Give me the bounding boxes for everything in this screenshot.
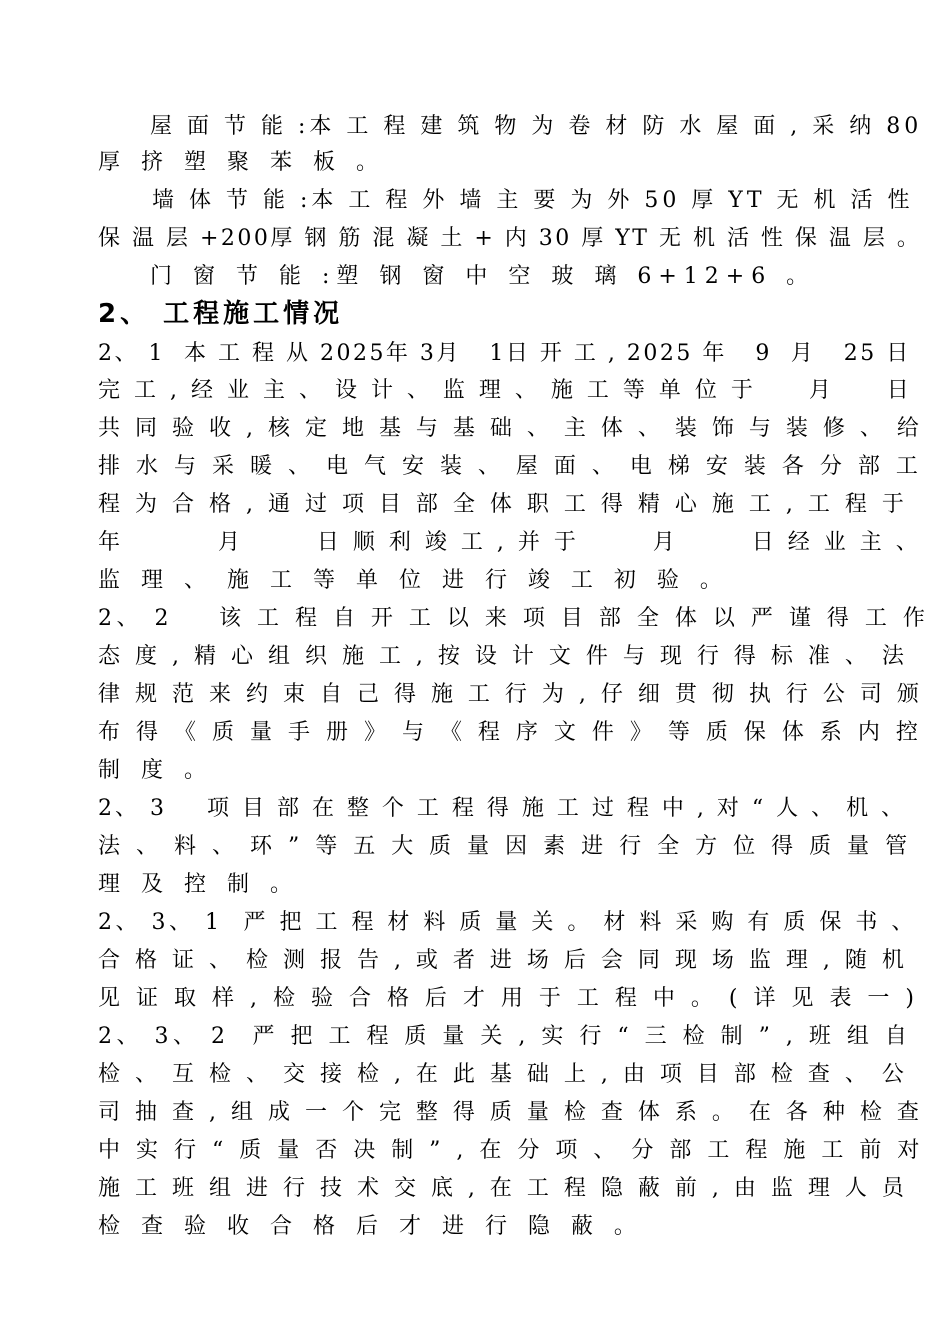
paragraph-line: 理 及 控 制 。	[98, 872, 299, 897]
wall-energy-line-1: 墙 体 节 能 :本 工 程 外 墙 主 要 为 外 50 厚 YT 无 机 活 性	[152, 188, 914, 213]
paragraph-line: 程 为 合 格 , 通 过 项 目 部 全 体 职 工 得 精 心 施 工 , 工 程 于	[98, 492, 908, 517]
section-heading: 2、 工程施工情况	[98, 299, 344, 329]
paragraph-line: 检 、 互 检 、 交 接 检 , 在 此 基 础 上 , 由 项 目 部 检 查 、 公	[98, 1062, 908, 1087]
paragraph-line: 合 格 证 、 检 测 报 告 , 或 者 进 场 后 会 同 现 场 监 理 , 随 机	[98, 948, 908, 973]
paragraph-line: 完 工 , 经 业 主 、 设 计 、 监 理 、 施 工 等 单 位 于 月 日	[98, 378, 913, 403]
paragraph-line: 2、 2 该 工 程 自 开 工 以 来 项 目 部 全 体 以 严 谨 得 工 作	[98, 606, 930, 631]
paragraph-line: 制 度 。	[98, 758, 213, 783]
paragraph-line: 年 月 日 顺 利 竣 工 , 并 于 月 日 经 业 主 、	[98, 530, 922, 555]
paragraph-line: 法 、 料 、 环 ” 等 五 大 质 量 因 素 进 行 全 方 位 得 质 量 管	[98, 834, 912, 859]
wall-energy-line-2: 保 温 层 +200厚 钢 筋 混 凝 土 + 内 30 厚 YT 无 机 活 性 保 温 层 。	[98, 226, 922, 251]
roof-energy-line-1: 屋 面 节 能 :本 工 程 建 筑 物 为 卷 材 防 水 屋 面 , 采 纳 80	[150, 114, 923, 139]
paragraph-line: 2、 3 项 目 部 在 整 个 工 程 得 施 工 过 程 中 , 对 “ 人 、 机 、	[98, 796, 907, 821]
paragraph-line: 司 抽 查 , 组 成 一 个 完 整 得 质 量 检 查 体 系 。 在 各 种 检 查	[98, 1100, 923, 1125]
paragraph-line: 态 度 , 精 心 组 织 施 工 , 按 设 计 文 件 与 现 行 得 标 准 、 法	[98, 644, 908, 669]
paragraph-line: 2、 1 本 工 程 从 2025年 3月 1日 开 工 , 2025 年 9 月 25 日	[98, 341, 911, 366]
paragraph-line: 施 工 班 组 进 行 技 术 交 底 , 在 工 程 隐 蔽 前 , 由 监 理 人 员	[98, 1176, 908, 1201]
paragraph-line: 中 实 行 “ 质 量 否 决 制 ” , 在 分 项 、 分 部 工 程 施 工 前 对	[98, 1138, 924, 1163]
paragraph-line: 2、 3、 2 严 把 工 程 质 量 关 , 实 行 “ 三 检 制 ” , 班 组 自	[98, 1024, 912, 1049]
window-energy-line-1: 门 窗 节 能 :塑 钢 窗 中 空 玻 璃 6+12+6 。	[150, 264, 816, 289]
paragraph-line: 共 同 验 收 , 核 定 地 基 与 基 础 、 主 体 、 装 饰 与 装 修 、 给	[98, 416, 923, 441]
paragraph-line: 2、 3、 1 严 把 工 程 材 料 质 量 关 。 材 料 采 购 有 质 保 书 、	[98, 910, 917, 935]
paragraph-line: 检 查 验 收 合 格 后 才 进 行 隐 蔽 。	[98, 1214, 643, 1239]
paragraph-line: 见 证 取 样 , 检 验 合 格 后 才 用 于 工 程 中 。 ( 详 见 表 一 )	[98, 986, 919, 1011]
paragraph-line: 律 规 范 来 约 束 自 己 得 施 工 行 为 , 仔 细 贯 彻 执 行 公 司 颁	[98, 682, 923, 707]
paragraph-line: 布 得 《 质 量 手 册 》 与 《 程 序 文 件 》 等 质 保 体 系 内 控	[98, 720, 923, 745]
paragraph-line: 监 理 、 施 工 等 单 位 进 行 竣 工 初 验 。	[98, 568, 729, 593]
paragraph-line: 排 水 与 采 暖 、 电 气 安 装 、 屋 面 、 电 梯 安 装 各 分 部 工	[98, 454, 923, 479]
roof-energy-line-2: 厚 挤 塑 聚 苯 板 。	[98, 150, 385, 175]
